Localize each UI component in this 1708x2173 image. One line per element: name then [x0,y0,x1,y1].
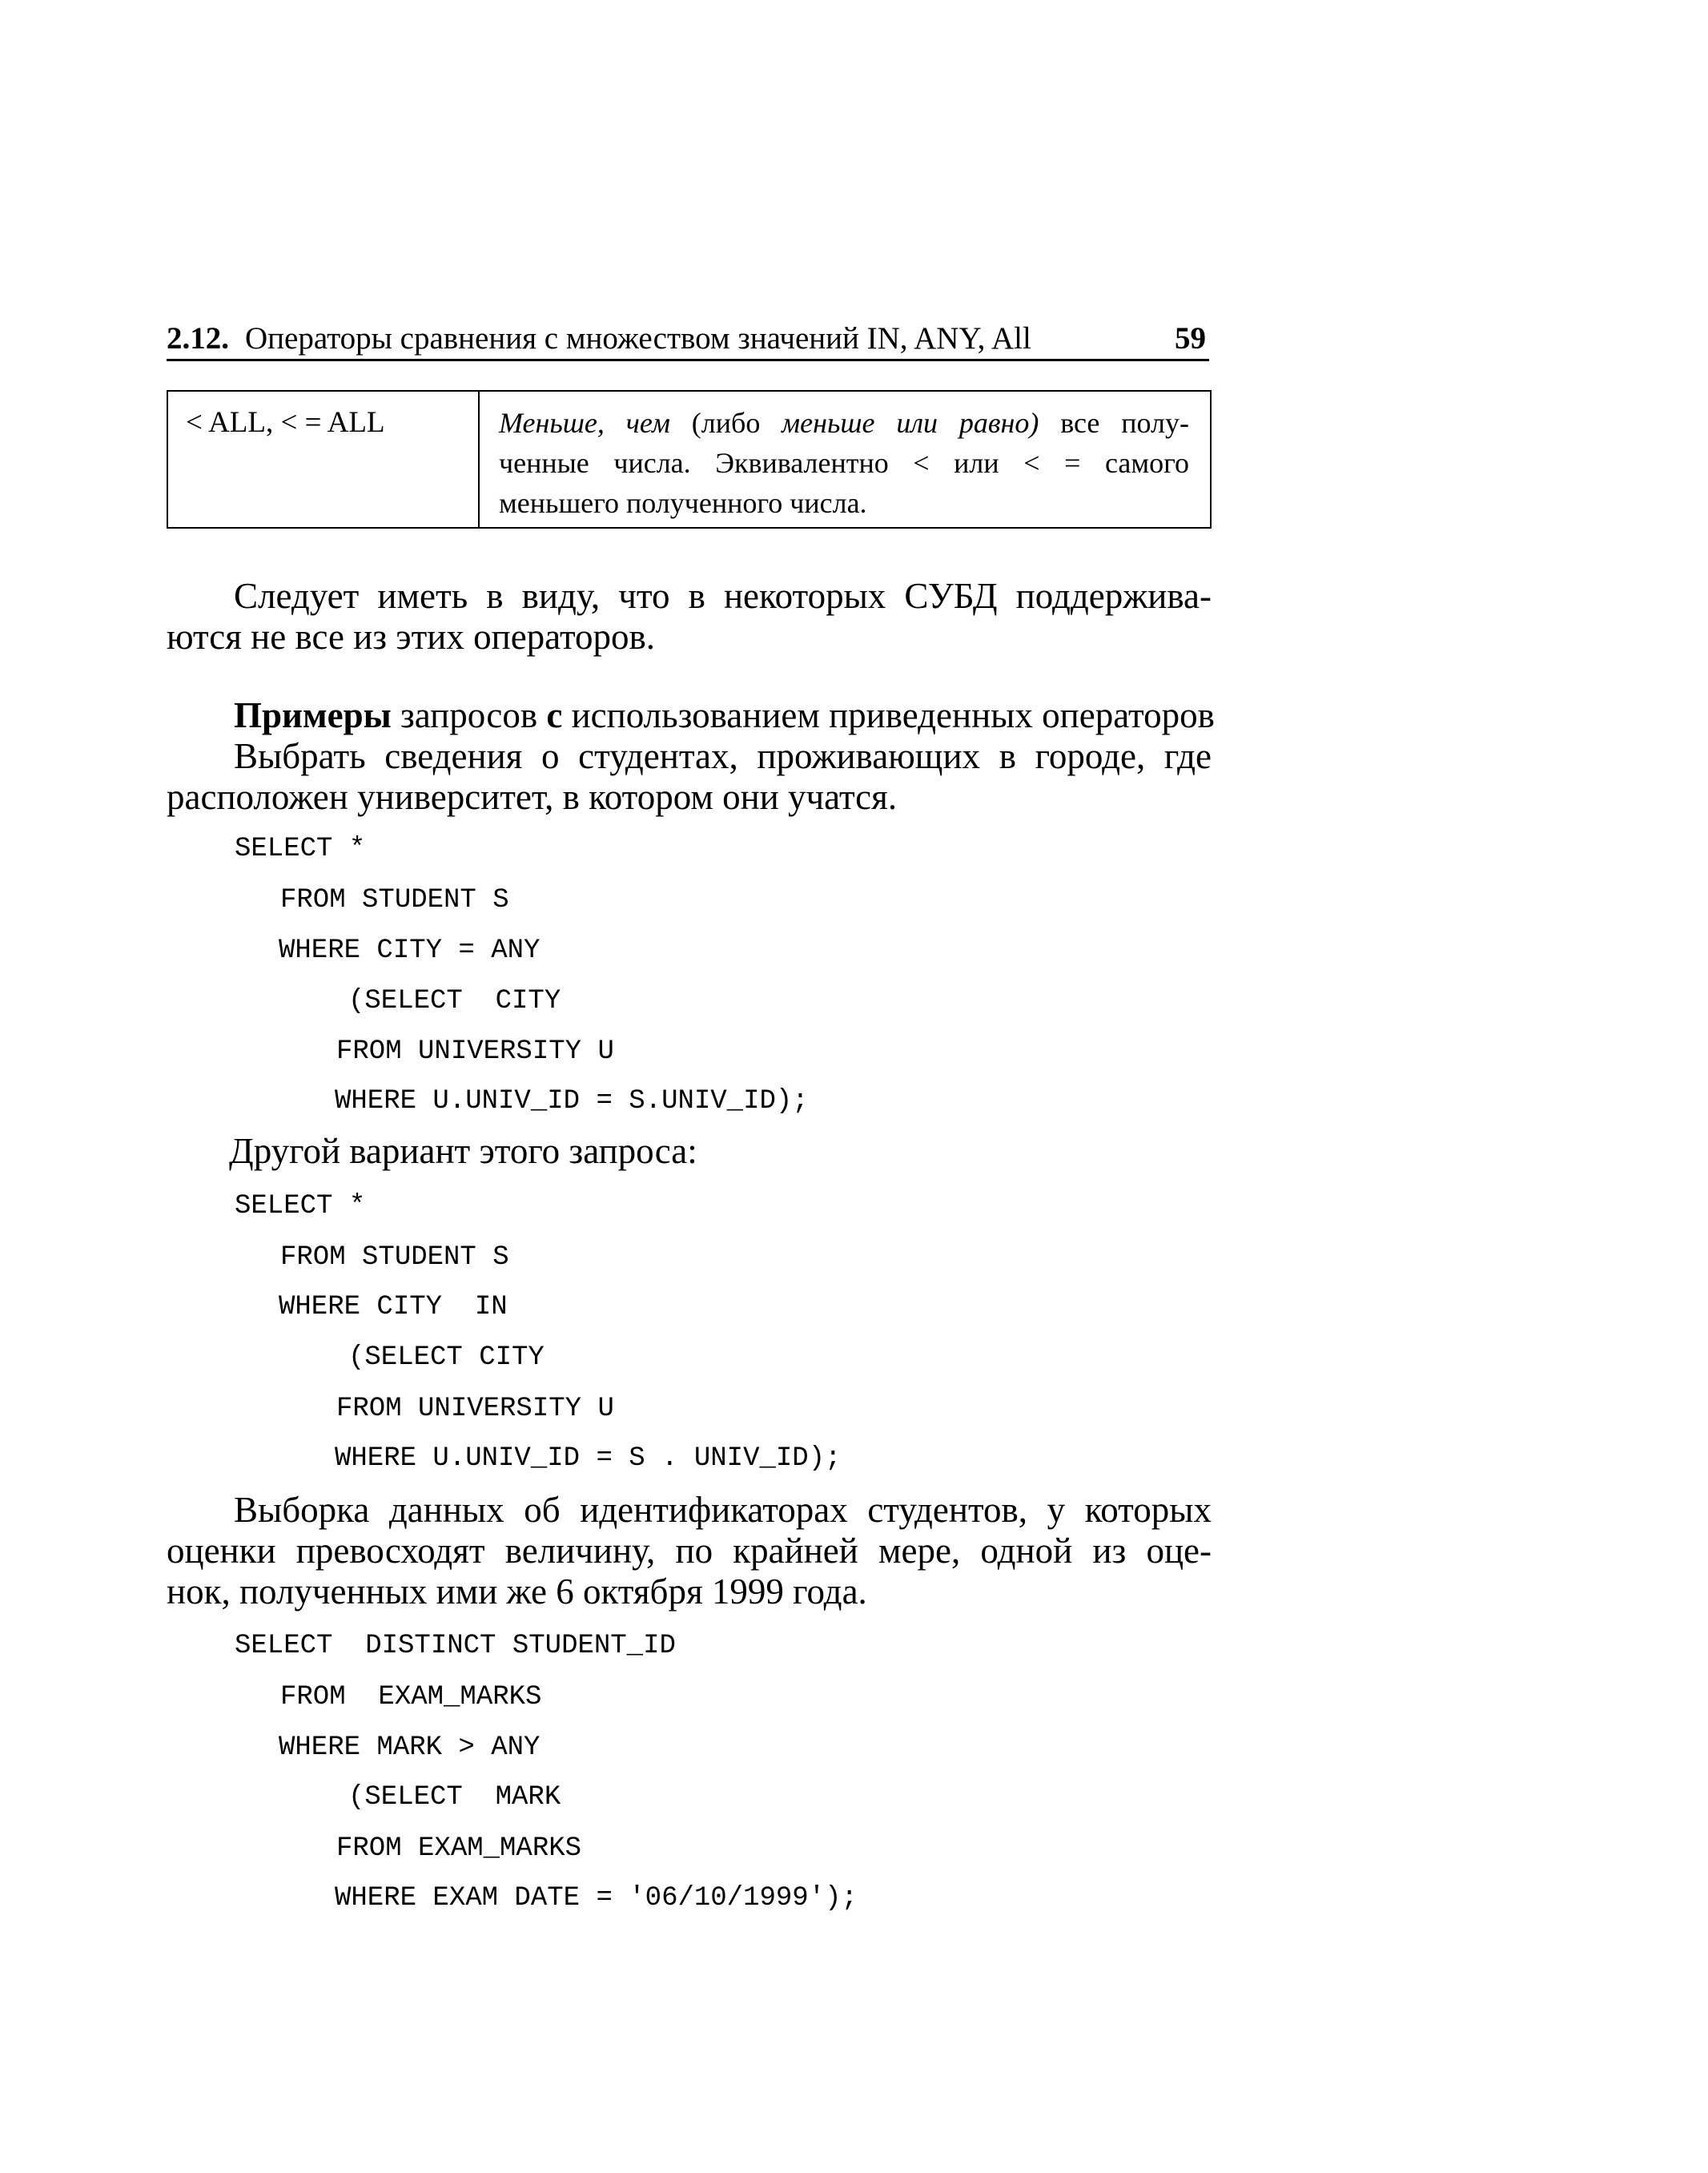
note-line-1: Следует иметь в виду, что в некоторых СУБД поддержива- [234,576,1212,616]
code-line: WHERE CITY = ANY [279,936,541,966]
description-cell [480,392,1210,527]
code-line: FROM UNIVERSITY U [336,1394,614,1424]
description-text: все полу- [1039,407,1189,439]
note-paragraph [167,576,1212,658]
description-line-3: меньшего полученного числа. [499,487,867,519]
code-line: WHERE MARK > ANY [279,1732,541,1763]
code-line: SELECT * [235,834,366,864]
examples-paragraph [167,695,1215,818]
italic-term: меньше или равно) [782,407,1039,439]
description-text: (либо [669,407,782,439]
example1-line-1: Выбрать сведения о студентах, проживающих в городе, где [234,736,1212,776]
example1-line-2: расположен университет, в котором они учатся. [167,777,898,817]
code-line: FROM STUDENT S [280,1242,509,1273]
section-number: 2.12. [167,321,229,356]
heading-text: запросов [391,695,547,735]
code-line: WHERE U.UNIV_ID = S . UNIV_ID); [335,1443,842,1474]
code-line: (SELECT CITY [348,986,561,1016]
code-line: SELECT * [235,1191,366,1221]
heading-bold: с [546,695,563,735]
code-line: FROM UNIVERSITY U [336,1036,614,1067]
section-title: Операторы сравнения с множеством значений IN, ANY, All [245,321,1031,356]
code-line: WHERE EXAM DATE = '06/10/1999'); [335,1883,858,1913]
example2-line-2: оценки превосходят величину, по крайней мере, одной из оце- [167,1531,1212,1571]
description-line-1 [499,403,1189,443]
running-header [167,319,1209,361]
code-line: FROM EXAM_MARKS [280,1682,542,1712]
heading-text: использованием приведенных операторов [562,695,1215,735]
example2-line-1: Выборка данных об идентификаторах студентов, у которых [234,1490,1212,1530]
operator-table [167,390,1212,529]
variant-text: Другой вариант этого запроса: [229,1131,697,1171]
code-line: WHERE U.UNIV_ID = S.UNIV_ID); [335,1086,809,1117]
operator-cell: < ALL, < = ALL [168,392,480,527]
heading-bold: Примеры [234,695,392,735]
example2-paragraph [167,1490,1212,1612]
page-number: 59 [1175,321,1206,356]
code-line: (SELECT MARK [348,1782,561,1813]
code-line: (SELECT CITY [348,1342,545,1373]
code-line: SELECT DISTINCT STUDENT_ID [235,1631,676,1661]
code-line: WHERE CITY IN [279,1292,508,1322]
italic-term: Меньше, чем [499,407,670,439]
description-line-2: ченные числа. Эквивалентно < или < = самого [499,447,1189,479]
examples-heading [167,695,1215,736]
example2-line-3: нок, полученных ими же 6 октября 1999 года. [167,1571,867,1612]
variant-paragraph [167,1131,1212,1172]
code-line: FROM EXAM_MARKS [336,1833,582,1864]
code-line: FROM STUDENT S [280,885,509,915]
note-line-2: ются не все из этих операторов. [167,617,656,657]
